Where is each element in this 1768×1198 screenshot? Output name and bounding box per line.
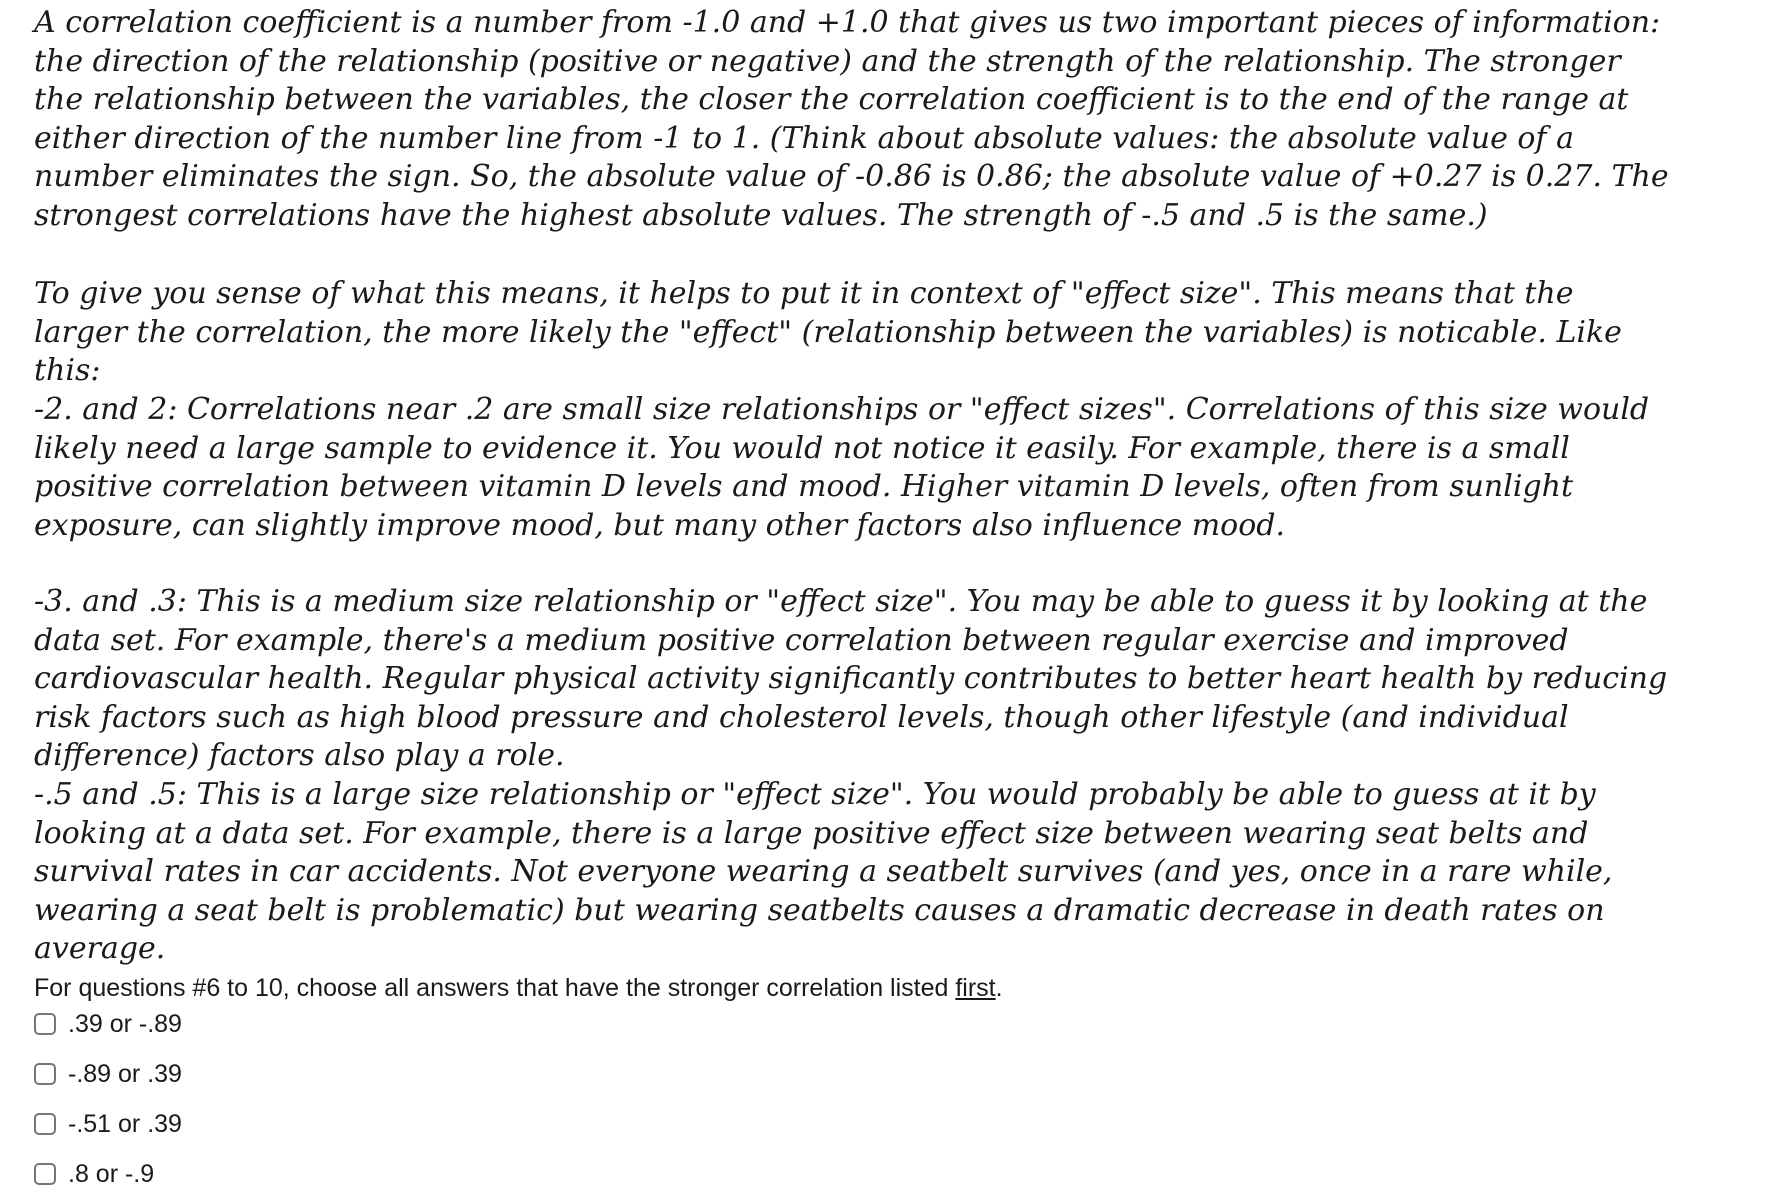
question-suffix: . [995, 974, 1003, 1002]
answer-option[interactable] [34, 1058, 182, 1090]
answer-option[interactable] [34, 1158, 154, 1190]
question-prefix: For questions #6 to 10, choose all answers that have the stronger correlation listed [34, 974, 956, 1002]
option-label: -.89 or .39 [68, 1060, 182, 1088]
checkbox[interactable] [34, 1013, 56, 1035]
paragraph-effect-size-intro: To give you sense of what this means, it helps to put it in context of "effect size". This means that the larger the correlation, the more likely the "effect" (relationship between the variables) is noticable. Like this: [34, 276, 1622, 388]
option-label: .39 or -.89 [68, 1010, 182, 1038]
paragraph-small-effect: -2. and 2: Correlations near .2 are small size relationships or "effect sizes". Correlations of this size would likely need a large sample to evidence it. You would not notice it easily. For example, there is a small positive correlation between vitamin D levels and mood. Higher vitamin D levels, often from sunlight exposure, can slightly improve mood, but many other factors also influence mood. [34, 392, 1650, 543]
checkbox[interactable] [34, 1063, 56, 1085]
question-emphasis: first [955, 974, 996, 1002]
paragraph-medium-effect: -3. and .3: This is a medium size relationship or "effect size". You may be able to guess it by looking at the data set. For example, there's a medium positive correlation between regular exercise and improved cardiovascular health. Regular physical activity significantly contributes to better heart health by reducing risk factors such as high blood pressure and cholesterol levels, though other lifestyle (and individual difference) factors also play a role. [34, 584, 1668, 773]
checkbox[interactable] [34, 1113, 56, 1135]
answer-option[interactable] [34, 1008, 182, 1040]
paragraph-correlation-definition: A correlation coefficient is a number from -1.0 and +1.0 that gives us two important pieces of information: the direction of the relationship (positive or negative) and the strength of the relationship. The stronger the relationship between the variables, the closer the correlation coefficient is to the end of the range at either direction of the number line from -1 to 1. (Think about absolute values: the absolute value of a number eliminates the sign. So, the absolute value of -0.86 is 0.86; the absolute value of +0.27 is 0.27. The strongest correlations have the highest absolute values. The strength of -.5 and .5 is the same.) [34, 5, 1669, 233]
checkbox[interactable] [34, 1163, 56, 1185]
question-prompt [34, 972, 1003, 1004]
option-label: .8 or -.9 [68, 1160, 155, 1188]
option-label: -.51 or .39 [68, 1110, 182, 1138]
answer-option[interactable] [34, 1108, 182, 1140]
paragraph-large-effect: -.5 and .5: This is a large size relationship or "effect size". You would probably be able to guess at it by looking at a data set. For example, there is a large positive effect size between wearing seat belts and survival rates in car accidents. Not everyone wearing a seatbelt survives (and yes, once in a rare while, wearing a seat belt is problematic) but wearing seatbelts causes a dramatic decrease in death rates on average. [34, 777, 1613, 966]
